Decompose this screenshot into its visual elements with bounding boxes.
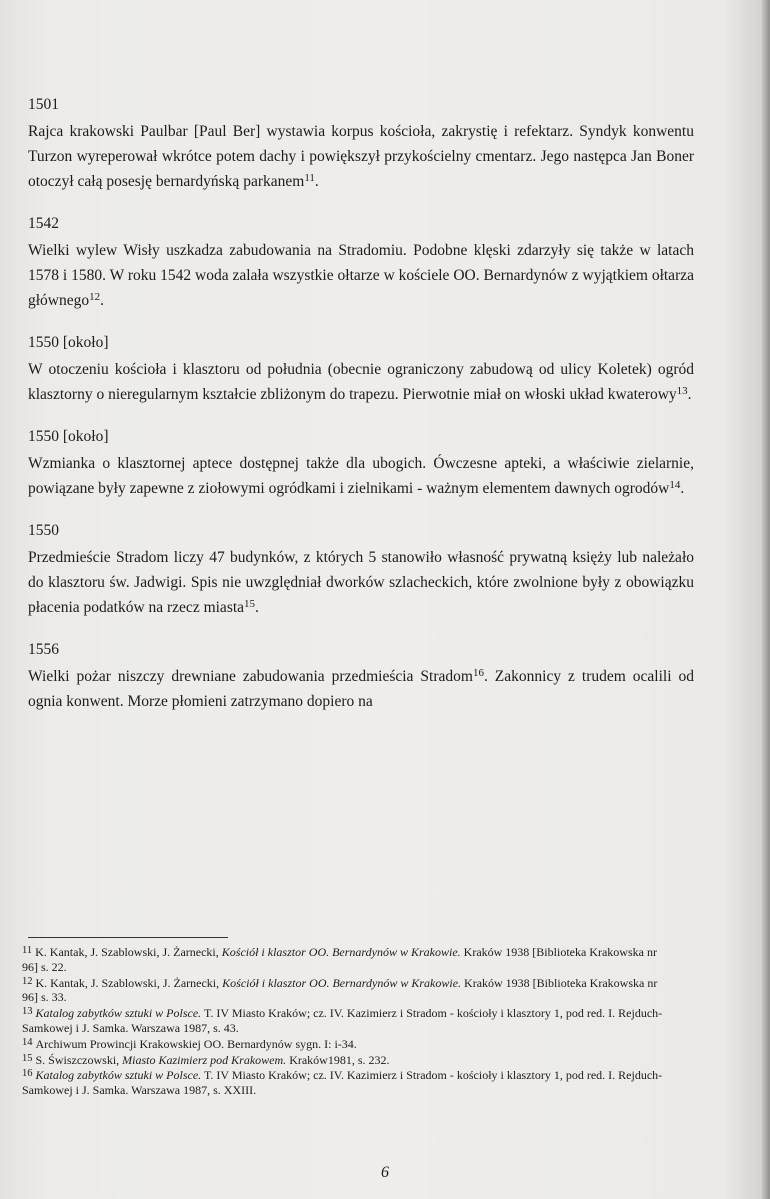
entry-text: Rajca krakowski Paulbar [Paul Ber] wystawia korpus kościoła, zakrystię i refektarz. Syndyk konwentu Turzon wyreperował wkrótce potem dachy i powiększył przykościelny cmentarz. Jego następca Jan Boner otoczył całą posesję bernardyńską parkanem$^{11}$.	[28, 123, 694, 190]
footnote-number: 12	[22, 975, 33, 987]
entry-year: 1501	[28, 96, 59, 113]
footnote-ref: 16	[472, 667, 484, 679]
footnote-separator	[28, 937, 228, 938]
entry-text: Wzmianka o klasztornej aptece dostępnej także dla ubogich. Ówczesne apteki, a właściwie zielarnie, powiązane były zapewne z ziołowymi ogródkami i zielnikami - ważnym elementem dawnych ogrodów$^{14}$.	[28, 455, 694, 497]
footnote-ref: 11	[304, 172, 315, 184]
chronology-entry	[28, 637, 694, 714]
footnote-ref: 15	[244, 598, 256, 610]
entry-year: 1550 [około]	[28, 428, 109, 445]
entry-text: Przedmieście Stradom liczy 47 budynków, z których 5 stanowiło własność prywatną księży lub należało do klasztoru św. Jadwigi. Spis nie uwzględniał dworków szlacheckich, które zwolnione były z obowiązku płacenia podatków na rzecz miasta$^{15}$.	[28, 549, 694, 616]
footnote-ref: 14	[669, 479, 681, 491]
footnote-number: 14	[22, 1036, 33, 1048]
footnote-number: 13	[22, 1006, 33, 1018]
footnote-ref: 13	[676, 385, 688, 397]
footnote-number: 15	[22, 1052, 33, 1064]
chronology-entry	[28, 211, 694, 313]
footnote: 13 Katalog zabytków sztuki w Polsce. T. IV Miasto Kraków; cz. IV. Kazimierz i Stradom - kościoły i klasztory 1, pod red. I. Rejduch-Samkowej i J. Samka. Warszawa 1987, s. 43.	[22, 1006, 663, 1035]
footnote: 11 K. Kantak, J. Szablowski, J. Żarnecki, Kościół i klasztor OO. Bernardynów w Krakowie. Kraków 1938 [Biblioteka Krakowska nr 96] s. 22.	[22, 945, 657, 974]
footnote: 15 S. Świszczowski, Miasto Kazimierz pod Krakowem. Kraków1981, s. 232.	[22, 1052, 390, 1067]
chronology-entries	[28, 92, 694, 731]
footnotes	[22, 944, 670, 1098]
entry-year: 1542	[28, 215, 59, 232]
chronology-entry	[28, 518, 694, 620]
entry-text: Wielki wylew Wisły uszkadza zabudowania na Stradomiu. Podobne klęski zdarzyły się także w latach 1578 i 1580. W roku 1542 woda zalała wszystkie ołtarze w kościele OO. Bernardynów z wyjątkiem ołtarza głównego$^{12}$.	[28, 242, 694, 309]
footnote-number: 11	[22, 945, 33, 956]
chronology-entry	[28, 330, 694, 407]
entry-year: 1550 [około]	[28, 334, 109, 351]
entry-text: Wielki pożar niszczy drewniane zabudowania przedmieścia Stradom$^{16}$. Zakonnicy z trudem ocalili od ognia konwent. Morze płomieni zatrzymano dopiero na	[28, 667, 695, 710]
chronology-entry	[28, 92, 694, 194]
chronology-entry	[28, 424, 694, 501]
footnote: 12 K. Kantak, J. Szablowski, J. Żarnecki, Kościół i klasztor OO. Bernardynów w Krakowie. Kraków 1938 [Biblioteka Krakowska nr 96] s. 33.	[22, 975, 658, 1005]
entry-year: 1556	[28, 641, 59, 658]
entry-text: W otoczeniu kościoła i klasztoru od południa (obecnie ograniczony zabudową od ulicy Koletek) ogród klasztorny o nieregularnym kształcie zbliżonym do trapezu. Pierwotnie miał on włoski układ kwaterowy$^{13}$.	[28, 361, 694, 403]
footnote: 14 Archiwum Prowincji Krakowskiej OO. Bernardynów sygn. I: i-34.	[22, 1036, 357, 1051]
footnote-ref: 12	[89, 291, 101, 303]
page-edge-shadow	[762, 0, 770, 1199]
footnote-number: 16	[22, 1068, 33, 1080]
footnote: 16 Katalog zabytków sztuki w Polsce. T. IV Miasto Kraków; cz. IV. Kazimierz i Stradom - kościoły i klasztory 1, pod red. I. Rejduch-Samkowej i J. Samka. Warszawa 1987, s. XXIII.	[22, 1068, 663, 1098]
page-number: 6	[381, 1164, 389, 1181]
entry-year: 1550	[28, 522, 59, 539]
